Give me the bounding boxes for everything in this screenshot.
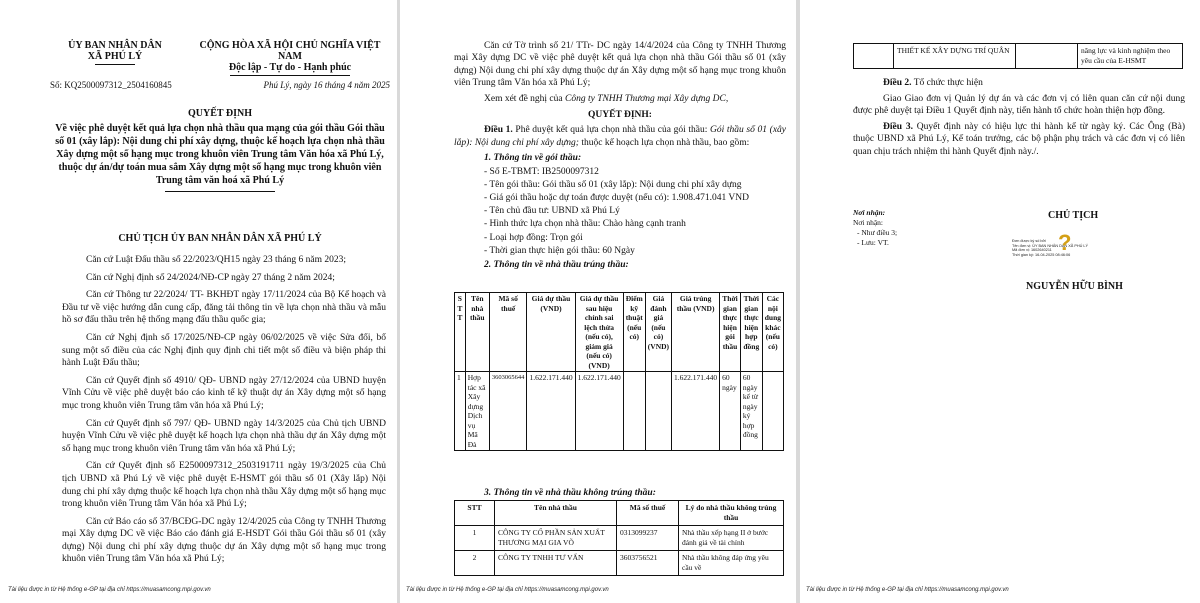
number-date-row (50, 80, 390, 90)
stamp-line: Thời gian ký: 16-04-2025 08:46:06 (1012, 252, 1071, 257)
column-header: S T T (455, 293, 466, 372)
losers-table-continued (853, 43, 1183, 69)
page-2-body (454, 40, 786, 272)
document-page-3 (800, 0, 1200, 603)
column-header: Giá dự thầu sau hiệu chỉnh sai lệch thừa (nếu có), giảm giá (nếu có) (VND) (575, 293, 623, 372)
proposal-company: Công ty TNHH Thương mại Xây dựng DC, (565, 93, 729, 104)
article-1 (454, 124, 786, 149)
stamp-line: Tên đơn vị: ỦY BAN NHÂN DÂN XÃ PHÚ LÝ (1012, 243, 1089, 248)
table-cell: 1.622.171.440 (575, 372, 623, 451)
column-header: Giá dự thầu (VND) (527, 293, 575, 372)
table-cell: CÔNG TY TNHH TƯ VẤN (495, 551, 617, 576)
column-header: Tên nhà thầu (495, 501, 617, 526)
table-cell: 1.622.171.440 (527, 372, 575, 451)
document-header (50, 40, 390, 76)
table-cell: 3603756521 (617, 551, 679, 576)
page-footer: Tài liệu được in từ Hệ thống e-GP tại địa chỉ https://muasamcong.mpi.gov.vn (8, 587, 211, 593)
article-1-text: Phê duyệt kết quả lựa chọn nhà thầu của gói thầu: (512, 125, 710, 136)
issuing-agency (50, 40, 180, 76)
table-cell (645, 372, 671, 451)
table-cell (1016, 44, 1078, 69)
article-1-package: Gói thầu số 01 (xây lắp): Nội dung chi phí xây dựng; (454, 125, 786, 148)
table-cell: Hợp tác xã Xây dựng Dịch vụ Mã Đà (465, 372, 489, 451)
document-number: Số: KQ2500097312_2504160845 (50, 80, 172, 90)
table-cell: năng lực và kinh nghiệm theo yêu cầu của E-HSMT (1078, 44, 1183, 69)
legal-basis-paragraph: Căn cứ Nghị định số 24/2024/NĐ-CP ngày 27 tháng 2 năm 2024; (86, 272, 335, 283)
table-row (455, 526, 784, 551)
legal-basis-paragraph: Căn cứ Luật Đấu thầu số 22/2023/QH15 ngày 23 tháng 6 năm 2023; (86, 255, 347, 265)
table-cell: Nhà thầu xếp hạng II ở bước đánh giá về tài chính (679, 526, 784, 551)
column-header: Giá đánh giá (nếu có) (VND) (645, 293, 671, 372)
stamp-line: Đơn được ký số bởi (1012, 239, 1046, 243)
decision-title-block (50, 107, 390, 192)
column-header: Điểm kỹ thuật (nếu có) (623, 293, 645, 372)
table-header-row (455, 501, 784, 526)
table-cell: 0313099237 (617, 526, 679, 551)
national-motto (190, 40, 390, 76)
article-2-heading (853, 77, 1185, 90)
legal-basis-paragraph: Căn cứ Quyết định số 797/ QĐ- UBND ngày 14/3/2025 của Chủ tịch UBND huyện Vĩnh Cửu về việc phê duyệt kế hoạch lựa chọn nhà thầu dự án Xây dựng một số hạng mục trong khuôn viên Trung tâm văn hóa xã Phú Lý; (62, 418, 386, 454)
recipients-label: Nơi nhận: (853, 208, 886, 217)
table-cell (854, 44, 894, 69)
signature-question-icon: ? (1058, 230, 1072, 255)
table-cell: 1 (455, 372, 466, 451)
column-header: Thời gian thực hiện hợp đồng (740, 293, 762, 372)
recipient-item: - Lưu: VT. (857, 238, 889, 247)
table-row (455, 372, 784, 451)
article-2-label: Điều 2. (883, 78, 912, 88)
table-cell: 1 (455, 526, 495, 551)
table-cell: THIẾT KẾ XÂY DỰNG TRÍ QUÂN (894, 44, 1016, 69)
table-cell (623, 372, 645, 451)
column-header: STT (455, 501, 495, 526)
package-info-item: - Thời gian thực hiện gói thầu: 60 Ngày (484, 245, 635, 256)
winner-table (454, 292, 784, 451)
digital-signature-stamp (1012, 230, 1122, 270)
article-3-text: Quyết định này có hiệu lực thi hành kể từ ngày ký. Các Ông (Bà) thuộc UBND xã Phú Lý, Kế toán trưởng, các bộ phận phụ trách và các đơn vị có liên quan chịu trách nhiệm thi hành Quyết định này./. (853, 121, 1185, 157)
submission-paragraph: Căn cứ Tờ trình số 21/ TTr- DC ngày 14/4/2024 của Công ty TNHH Thương mại Xây dựng DC về việc phê duyệt kết quả lựa chọn nhà thầu Gói thầu số 01 (xây dựng) Nội dung chi phí xây dựng thuộc dự án Xây dựng một số hạng mục trong khuôn viên Trung tâm Văn hóa xã Phú Lý; (454, 41, 786, 89)
section-losers-title: 3. Thông tin về nhà thầu không trúng thầu: (484, 488, 656, 498)
agency-line-2: XÃ PHÚ LÝ (87, 51, 143, 62)
column-header: Tên nhà thầu (465, 293, 489, 372)
agency-line-1: ỦY BAN NHÂN DÂN (68, 40, 162, 51)
legal-basis-paragraph: Căn cứ Báo cáo số 37/BCĐG-DC ngày 12/4/2025 của Công ty TNHH Thương mại Xây dựng DC về việc Báo cáo đánh giá E-HSDT Gói thầu Gói thầu số 01 (xây dựng) Nội dung chi phí xây dựng thuộc dự án Xây dựng một số hạng mục trong khuôn viên Trung tâm Văn hóa xã Phú Lý; (62, 516, 386, 565)
nation-line-2: Độc lập - Tự do - Hạnh phúc (228, 62, 352, 73)
package-info-item: - Giá gói thầu hoặc dự toán được duyệt (nếu có): 1.908.471.041 VND (484, 193, 749, 204)
table-cell: 2 (455, 551, 495, 576)
article-1-text-end: thuộc kế hoạch lựa chọn nhà thầu, bao gồm: (578, 137, 750, 148)
page-footer: Tài liệu được in từ Hệ thống e-GP tại địa chỉ https://muasamcong.mpi.gov.vn (406, 587, 609, 593)
decision-subject: Về việc phê duyệt kết quả lựa chọn nhà thầu qua mạng của gói thầu Gói thầu số 01 (xây lắp): Nội dung chi phí xây dựng, thuộc kế hoạch lựa chọn nhà thầu Xây dựng một số hạng mục trong khuôn viên Trung tâm Văn hóa xã Phú Lý, thuộc dự án/dự toán mua sắm Xây dựng một số hạng mục trong khuôn viên Trung tâm văn hoá xã Phú Lý (55, 123, 385, 186)
table-cell: 1.622.171.440 (672, 372, 720, 451)
proposal-paragraph (454, 93, 786, 105)
page-3-body (853, 77, 1185, 162)
motto-underline (230, 75, 350, 76)
losers-table (454, 500, 784, 576)
document-page-1 (0, 0, 397, 603)
column-header: Lý do nhà thầu không trúng thầu (679, 501, 784, 526)
legal-basis-paragraph: Căn cứ Quyết định số 4910/ QĐ- UBND ngày 27/12/2024 của UBND huyện Vĩnh Cửu về việc phê duyệt báo cáo kinh tế kỹ thuật dự án Xây dựng một số hạng mục trong khuôn viên Trung tâm văn hóa xã Phú Lý; (62, 375, 386, 411)
package-info-item: - Hình thức lựa chọn nhà thầu: Chào hàng cạnh tranh (484, 219, 686, 230)
column-header: Các nội dung khác (nếu có) (762, 293, 783, 372)
legal-basis-paragraph: Căn cứ Thông tư 22/2024/ TT- BKHĐT ngày 17/11/2024 của Bộ Kế hoạch và Đầu tư về việc hướng dẫn cung cấp, đăng tải thông tin về lựa chọn nhà thầu và mẫu hồ sơ đấu thầu trên hệ thống mạng đấu thầu quốc gia; (62, 290, 386, 326)
signer-name: NGUYỄN HỮU BÌNH (1026, 281, 1123, 292)
table-cell: 60 ngày (720, 372, 741, 451)
subject-underline (165, 191, 275, 192)
table-cell: 3603065644 (489, 372, 527, 451)
decision-title: QUYẾT ĐỊNH (188, 108, 252, 119)
legal-basis-paragraph: Căn cứ Quyết định số E2500097312_2503191711 ngày 19/3/2025 của Chủ tịch UBND xã Phú Lý về việc phê duyệt E-HSMT gói thầu số 01 (Xây lắp) Nội dung chi phí xây dựng thuộc kế hoạch lựa chọn nhà thầu Xây dựng một số hạng mục trong khuôn viên Trung tâm Văn hóa xã Phú Lý; (62, 461, 386, 510)
column-header: Mã số thuế (617, 501, 679, 526)
issuing-authority: CHỦ TỊCH ỦY BAN NHÂN DÂN XÃ PHÚ LÝ (118, 233, 322, 244)
table-header-row (455, 293, 784, 372)
section-winner-title: 2. Thông tin về nhà thầu trúng thầu: (484, 260, 629, 271)
article-3-label: Điều 3. (883, 121, 913, 132)
package-info-item: - Số E-TBMT: IB2500097312 (484, 166, 599, 177)
package-info-item: - Tên gói thầu: Gói thầu số 01 (xây lắp): Nội dung chi phí xây dựng (484, 179, 742, 190)
article-3 (853, 121, 1185, 159)
table-cell: CÔNG TY CỔ PHẦN SẢN XUẤT THƯƠNG MẠI GIA VÕ (495, 526, 617, 551)
article-1-label: Điều 1. (484, 125, 513, 136)
legal-basis-paragraphs (62, 254, 386, 571)
recipients-line: Nơi nhận: (853, 218, 884, 227)
document-page-2 (400, 0, 796, 603)
article-2-title: Tổ chức thực hiện (911, 78, 983, 88)
table-cell: Nhà thầu không đáp ứng yêu cầu về (679, 551, 784, 576)
document-date: Phú Lý, ngày 16 tháng 4 năm 2025 (263, 80, 390, 90)
column-header: Thời gian thực hiện gói thầu (720, 293, 741, 372)
table-cell (762, 372, 783, 451)
page-footer: Tài liệu được in từ Hệ thống e-GP tại địa chỉ https://muasamcong.mpi.gov.vn (806, 587, 1009, 593)
legal-basis-paragraph: Căn cứ Nghị định số 17/2025/NĐ-CP ngày 06/02/2025 về việc Sửa đổi, bổ sung một số điều của các Nghị định quy định chi tiết một số điều và biện pháp thi hành Luật Đấu thầu; (62, 332, 386, 369)
decide-heading: QUYẾT ĐỊNH: (588, 110, 652, 121)
table-row (455, 551, 784, 576)
column-header: Mã số thuế (489, 293, 527, 372)
nation-line-1: CỘNG HÒA XÃ HỘI CHỦ NGHĨA VIỆT NAM (199, 40, 381, 62)
proposal-prefix: Xem xét đề nghị của (484, 93, 565, 104)
recipient-item: - Như điều 3; (857, 228, 898, 237)
table-cell: 60 ngày kể từ ngày ký hợp đồng (740, 372, 762, 451)
column-header: Giá trúng thầu (VND) (672, 293, 720, 372)
package-info-item: - Loại hợp đồng: Trọn gói (484, 232, 583, 243)
section-package-info-title: 1. Thông tin về gói thầu: (484, 153, 582, 164)
article-2-text: Giao Giao đơn vị Quản lý dự án và các đơn vị có liên quan căn cứ nội dung được phê duyệt tại Điều 1 Quyết định này, tiến hành tổ chức hoàn thiện hợp đồng. (853, 93, 1185, 117)
stamp-line: Mã đơn vị: 1602640211 (1012, 248, 1052, 253)
package-info-item: - Tên chủ đầu tư: UBND xã Phú Lý (484, 206, 620, 217)
chairman-title: CHỦ TỊCH (1048, 210, 1099, 221)
agency-underline (95, 64, 135, 65)
table-row (854, 44, 1183, 69)
